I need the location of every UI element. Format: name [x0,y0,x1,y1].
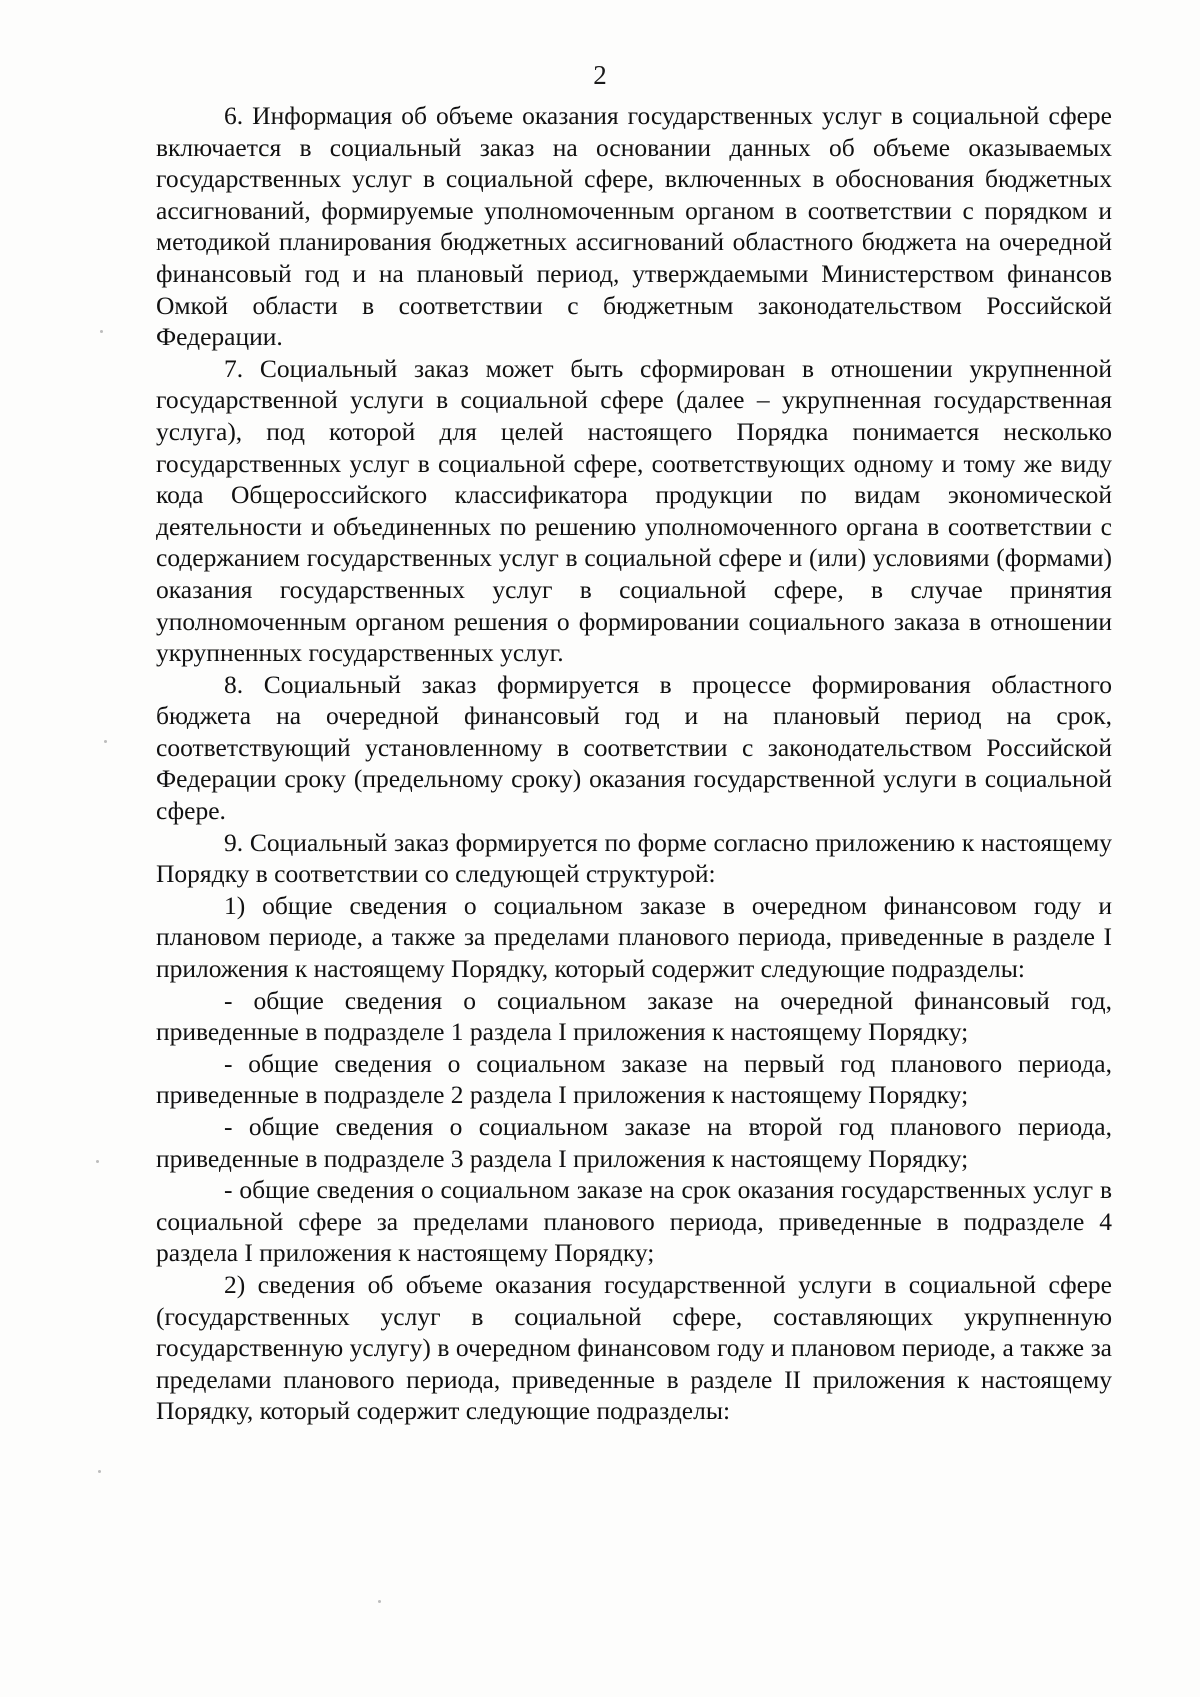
paragraph-7: 7. Социальный заказ может быть сформирован в отношении укрупненной государственной услуги в социальной сфере (далее – укрупненная государственная услуга), под которой для целей настоящего Порядка понимается несколько государственных услуг в социальной сфере, соответствующих одному и тому же виду кода Общероссийского классификатора продукции по видам экономической деятельности и объединенных по решению уполномоченного органа в соответствии с содержанием государственных услуг в социальной сфере и (или) условиями (формами) оказания государственных услуг в социальной сфере, в случае принятия уполномоченным органом решения о формировании социального заказа в отношении укрупненных государственных услуг. [156,353,1112,668]
paragraph-6: 6. Информация об объеме оказания государственных услуг в социальной сфере включается в социальный заказ на основании данных об объеме оказываемых государственных услуг в социальной сфере, включенных в обоснования бюджетных ассигнований, формируемые уполномоченным органом в соответствии с порядком и методикой планирования бюджетных ассигнований областного бюджета на очередной финансовый год и на плановый период, утверждаемыми Министерством финансов Омкой области в соответствии с бюджетным законодательством Российской Федерации. [156,101,1112,352]
scan-speck [100,330,103,333]
subsection-item-2: - общие сведения о социальном заказе на первый год планового периода, приведенные в подразделе 2 раздела I приложения к настоящему Порядку; [156,1048,1112,1110]
paragraph-9: 9. Социальный заказ формируется по форме согласно приложению к настоящему Порядку в соответствии со следующей структурой: [156,827,1112,889]
document-body [156,100,1112,1427]
subsection-item-4: - общие сведения о социальном заказе на срок оказания государственных услуг в социальной сфере за пределами планового периода, приведенные в подразделе 4 раздела I приложения к настоящему Порядку; [156,1175,1112,1268]
paragraph-8: 8. Социальный заказ формируется в процессе формирования областного бюджета на очередной финансовый год и на плановый период на срок, соответствующий установленному в соответствии с законодательством Российской Федерации сроку (предельному сроку) оказания государственной услуги в социальной сфере. [156,669,1112,826]
scan-speck [378,1600,381,1603]
list-item-2: 2) сведения об объеме оказания государственной услуги в социальной сфере (государственных услуг в социальной сфере, составляющих укрупненную государственную услугу) в очередном финансовом году и плановом периоде, а также за пределами планового периода, приведенные в разделе II приложения к настоящему Порядку, который содержит следующие подразделы: [156,1269,1112,1426]
list-item-1: 1) общие сведения о социальном заказе в очередном финансовом году и плановом периоде, а также за пределами планового периода, приведенные в разделе I приложения к настоящему Порядку, который содержит следующие подразделы: [156,890,1112,984]
scan-speck [104,740,107,743]
subsection-item-3: - общие сведения о социальном заказе на второй год планового периода, приведенные в подразделе 3 раздела I приложения к настоящему Порядку; [156,1112,1112,1173]
subsection-item-1: - общие сведения о социальном заказе на очередной финансовый год, приведенные в подразделе 1 раздела I приложения к настоящему Порядку; [156,985,1112,1047]
scan-speck [98,1470,101,1473]
scan-speck [96,1160,99,1163]
page-number: 2 [593,60,607,90]
